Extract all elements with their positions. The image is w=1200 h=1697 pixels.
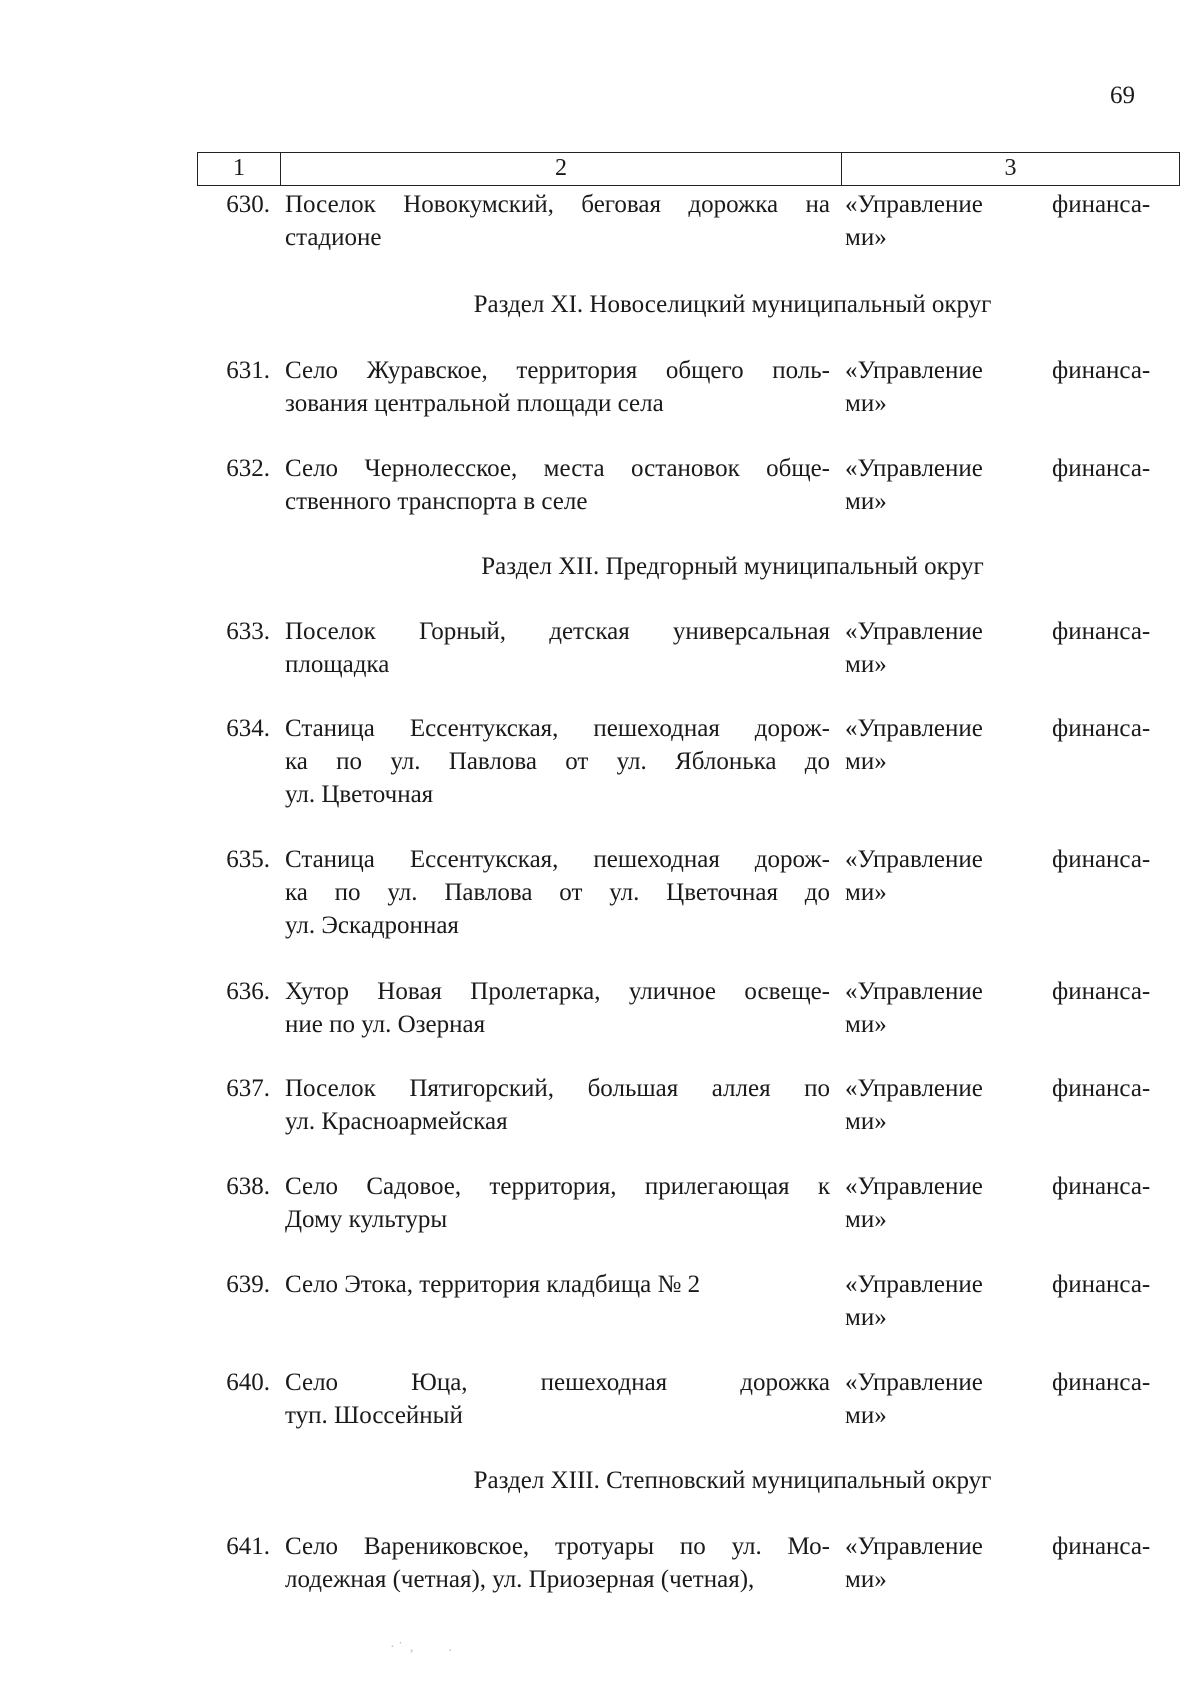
row-description [285, 615, 830, 681]
description-line: площадка [285, 651, 390, 678]
page-number: 69 [1110, 82, 1135, 109]
row-number: 633. [226, 618, 270, 645]
header-col-2: 2 [281, 153, 842, 185]
scan-specks: · ˙ , . [390, 1640, 452, 1655]
responsible-text: ми» [845, 1206, 887, 1233]
row-description [285, 1072, 830, 1138]
responsible-text: финанса- [1052, 1173, 1151, 1200]
table-header [197, 152, 1180, 186]
responsible-text: финанса- [1052, 455, 1151, 482]
responsible-text: ми» [845, 1566, 887, 1593]
description-line: Поселок Новокумский, беговая дорожка на [285, 191, 830, 218]
description-line: ственного транспорта в селе [285, 488, 588, 515]
section-heading: Раздел XI. Новоселицкий муниципальный округ [473, 291, 992, 318]
row-number: 631. [226, 357, 270, 384]
responsible-text: «Управление [845, 618, 983, 645]
responsible-text: «Управление [845, 978, 983, 1005]
responsible-text: «Управление [845, 715, 983, 742]
responsible-text: финанса- [1052, 618, 1151, 645]
row-description [285, 975, 830, 1041]
row-number: 634. [226, 715, 270, 742]
row-description [285, 354, 830, 420]
row-number: 638. [226, 1173, 270, 1200]
header-col-1: 1 [198, 153, 281, 185]
description-line: Дому культуры [285, 1206, 448, 1233]
row-number: 630. [226, 191, 270, 218]
row-number: 641. [226, 1533, 270, 1560]
description-line: Станица Ессентукская, пешеходная дорож- [285, 846, 830, 873]
description-line: ние по ул. Озерная [285, 1011, 486, 1038]
row-description [285, 843, 830, 942]
row-number: 635. [226, 846, 270, 873]
responsible-text: «Управление [845, 357, 983, 384]
responsible-text: ми» [845, 1108, 887, 1135]
responsible-text: финанса- [1052, 191, 1151, 218]
responsible-text: ми» [845, 224, 887, 251]
responsible-text: финанса- [1052, 357, 1151, 384]
row-number: 640. [226, 1369, 270, 1396]
row-number: 632. [226, 455, 270, 482]
description-line: Село Варениковское, тротуары по ул. Мо- [285, 1533, 830, 1560]
description-line: Село Этока, территория кладбища № 2 [285, 1271, 701, 1298]
responsible-text: ми» [845, 1011, 887, 1038]
description-line: Село Садовое, территория, прилегающая к [285, 1173, 830, 1200]
description-line: Село Чернолесское, места остановок обще- [285, 455, 830, 482]
responsible-text: «Управление [845, 846, 983, 873]
description-line: зования центральной площади села [285, 390, 664, 417]
responsible-text: финанса- [1052, 1533, 1151, 1560]
responsible-text: ми» [845, 748, 887, 775]
responsible-text: «Управление [845, 1271, 983, 1298]
description-line: ул. Цветочная [285, 781, 434, 808]
description-line: ка по ул. Павлова от ул. Яблонька до [285, 748, 830, 775]
responsible-text: «Управление [845, 191, 983, 218]
responsible-text: финанса- [1052, 1271, 1151, 1298]
description-line: ул. Эскадронная [285, 912, 459, 939]
description-line: стадионе [285, 224, 382, 251]
description-line: Поселок Пятигорский, большая аллея по [285, 1075, 830, 1102]
responsible-text: «Управление [845, 1075, 983, 1102]
responsible-text: финанса- [1052, 1369, 1151, 1396]
row-description [285, 1170, 830, 1236]
row-description [285, 712, 830, 811]
responsible-text: «Управление [845, 1533, 983, 1560]
row-number: 639. [226, 1271, 270, 1298]
header-col-3: 3 [1004, 155, 1017, 181]
description-line: лодежная (четная), ул. Приозерная (четная), [285, 1566, 755, 1593]
responsible-text: ми» [845, 879, 887, 906]
section-heading: Раздел XII. Предгорный муниципальный округ [481, 553, 984, 580]
row-description [285, 1530, 830, 1596]
description-line: Станица Ессентукская, пешеходная дорож- [285, 715, 830, 742]
description-line: ка по ул. Павлова от ул. Цветочная до [285, 879, 830, 906]
responsible-text: финанса- [1052, 978, 1151, 1005]
description-line: ул. Красноармейская [285, 1108, 508, 1135]
description-line: Поселок Горный, детская универсальная [285, 618, 830, 645]
row-number: 637. [226, 1075, 270, 1102]
description-line: Хутор Новая Пролетарка, уличное освеще- [285, 978, 830, 1005]
row-description [285, 188, 830, 254]
responsible-text: ми» [845, 1304, 887, 1331]
responsible-text: финанса- [1052, 1075, 1151, 1102]
row-description [285, 1366, 830, 1432]
responsible-text: «Управление [845, 1369, 983, 1396]
description-line: Село Журавское, территория общего поль- [285, 357, 830, 384]
row-description [285, 452, 830, 518]
section-heading: Раздел XIII. Степновский муниципальный округ [473, 1467, 992, 1494]
row-description [285, 1268, 830, 1301]
row-number: 636. [226, 978, 270, 1005]
responsible-text: ми» [845, 390, 887, 417]
description-line: туп. Шоссейный [285, 1402, 463, 1429]
responsible-text: «Управление [845, 455, 983, 482]
responsible-text: ми» [845, 651, 887, 678]
responsible-text: финанса- [1052, 715, 1151, 742]
responsible-text: ми» [845, 488, 887, 515]
description-line: Село Юца, пешеходная дорожка [285, 1369, 830, 1396]
responsible-text: «Управление [845, 1173, 983, 1200]
responsible-text: финанса- [1052, 846, 1151, 873]
responsible-text: ми» [845, 1402, 887, 1429]
